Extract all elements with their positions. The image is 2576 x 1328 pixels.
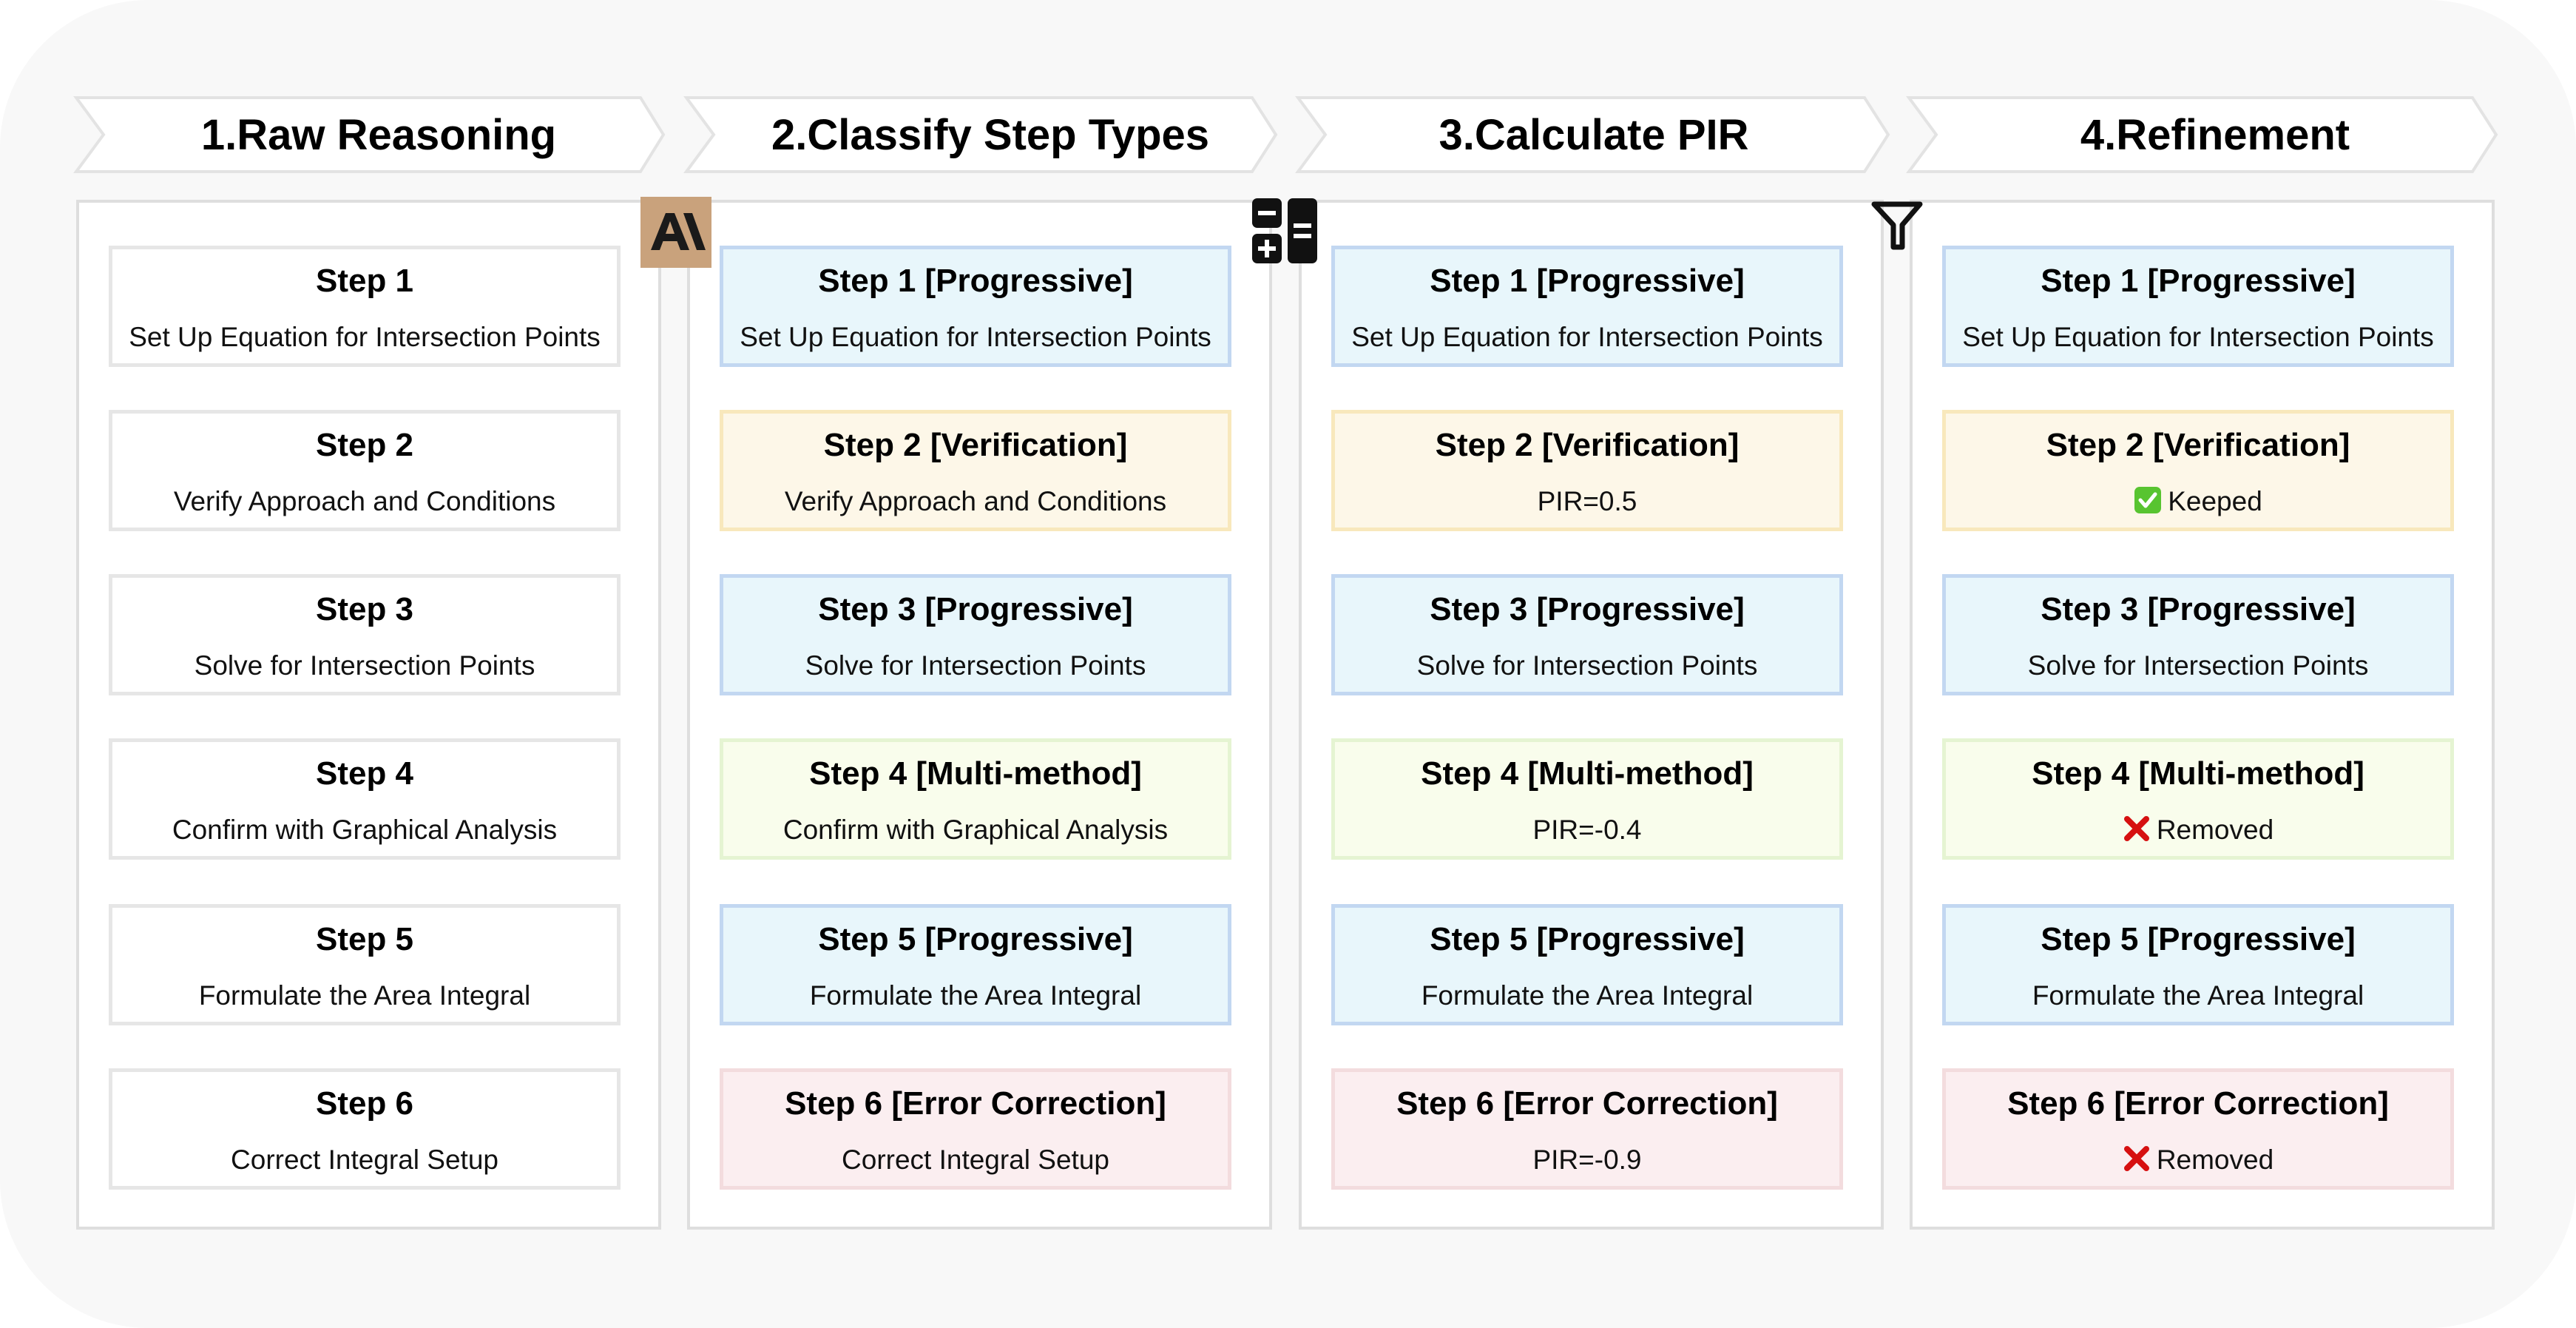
step-title: Step 3 [Progressive] [1430,591,1745,627]
step-description-text: Keeped [2168,486,2262,516]
step-title: Step 2 [315,427,414,463]
step-description [112,322,617,353]
step-description-text: Correct Integral Setup [231,1145,498,1175]
step-description [723,486,1228,517]
stage-title-1: 1.Raw Reasoning [200,111,557,159]
step-description-text: Formulate the Area Integral [809,980,1142,1011]
calculator-icon [1251,197,1319,265]
step-title: Step 1 [315,263,414,299]
step-description-text: Solve for Intersection Points [1416,650,1758,681]
step-description [1335,486,1839,517]
stage-title-4: 4.Refinement [2080,111,2350,159]
step-card [1942,904,2454,1025]
step-card [1331,738,1843,860]
step-description [112,1145,617,1176]
column-classify-step-types [687,200,1272,1230]
step-description-text: Formulate the Area Integral [2032,980,2364,1011]
step-description-text: Set Up Equation for Intersection Points [129,322,601,352]
step-description [1946,322,2450,353]
step-title: Step 3 [Progressive] [818,591,1133,627]
step-title: Step 5 [Progressive] [818,921,1133,957]
checkmark-icon [2134,486,2162,521]
step-title: Step 4 [Multi-method] [1421,755,1754,792]
step-description [1946,815,2450,849]
step-description-text: PIR=-0.9 [1532,1145,1642,1175]
step-card [720,738,1231,860]
anthropic-logo-icon [640,197,711,268]
step-description [1335,1145,1839,1176]
step-title: Step 2 [Verification] [1435,427,1740,463]
step-card [720,1068,1231,1190]
step-description-text: Removed [2156,815,2274,845]
step-card [1331,574,1843,695]
step-description-text: Solve for Intersection Points [805,650,1146,681]
step-description-text: PIR=0.5 [1537,486,1637,516]
step-title: Step 1 [Progressive] [818,263,1133,299]
column-calculate-pir [1299,200,1884,1230]
step-card [109,574,621,695]
step-description [723,322,1228,353]
cross-icon [2123,815,2151,849]
step-title: Step 5 [315,921,414,957]
step-description [1335,322,1839,353]
step-description [112,486,617,517]
step-description-text: Verify Approach and Conditions [173,486,556,516]
step-description [112,980,617,1011]
step-title: Step 2 [Verification] [2046,427,2350,463]
step-card [720,246,1231,367]
step-card [720,574,1231,695]
stage-header-2 [686,98,1276,172]
step-description-text: Formulate the Area Integral [198,980,531,1011]
step-card [109,904,621,1025]
step-description [1946,486,2450,521]
step-title: Step 1 [Progressive] [2041,263,2356,299]
step-card [1942,738,2454,860]
step-title: Step 6 [315,1085,414,1122]
stage-header-4 [1909,98,2496,172]
step-description-text: Set Up Equation for Intersection Points [1962,322,2434,352]
step-title: Step 6 [Error Correction] [1396,1085,1778,1122]
step-card [1331,246,1843,367]
step-description-text: Solve for Intersection Points [2027,650,2369,681]
step-description-text: Formulate the Area Integral [1421,980,1754,1011]
step-description-text: Confirm with Graphical Analysis [782,815,1169,845]
step-description [723,1145,1228,1176]
step-description-text: Correct Integral Setup [842,1145,1109,1175]
step-description [723,650,1228,681]
step-description [1946,650,2450,681]
step-description-text: PIR=-0.4 [1532,815,1642,845]
step-description-text: Solve for Intersection Points [194,650,535,681]
step-title: Step 6 [Error Correction] [2007,1085,2389,1122]
step-description [112,815,617,846]
step-description [1946,1145,2450,1179]
step-title: Step 4 [315,755,414,792]
stage-header-bar [0,0,2576,192]
cross-icon [2123,1145,2151,1179]
step-card [1331,410,1843,531]
step-description-text: Verify Approach and Conditions [784,486,1167,516]
stage-title-2: 2.Classify Step Types [771,111,1210,159]
step-description [1335,980,1839,1011]
step-card [1942,574,2454,695]
step-description [723,980,1228,1011]
step-card [109,738,621,860]
stage-title-3: 3.Calculate PIR [1439,111,1749,159]
step-title: Step 3 [Progressive] [2041,591,2356,627]
step-title: Step 4 [Multi-method] [2032,755,2364,792]
step-card [720,904,1231,1025]
step-description-text: Removed [2156,1145,2274,1175]
step-title: Step 3 [315,591,414,627]
column-refinement [1910,200,2495,1230]
step-card [1942,410,2454,531]
step-card [1331,1068,1843,1190]
step-description [1335,650,1839,681]
stage-header-3 [1298,98,1888,172]
step-card [109,246,621,367]
step-card [1331,904,1843,1025]
step-description-text: Set Up Equation for Intersection Points [740,322,1211,352]
step-description-text: Set Up Equation for Intersection Points [1351,322,1823,352]
step-card [1942,246,2454,367]
step-title: Step 2 [Verification] [823,427,1128,463]
step-card [720,410,1231,531]
step-title: Step 6 [Error Correction] [785,1085,1166,1122]
stage-header-1 [76,98,663,172]
step-title: Step 1 [Progressive] [1430,263,1745,299]
step-card [1942,1068,2454,1190]
filter-icon [1870,200,1926,252]
step-card [109,410,621,531]
step-title: Step 4 [Multi-method] [809,755,1142,792]
step-card [109,1068,621,1190]
step-description-text: Confirm with Graphical Analysis [172,815,558,845]
step-description [112,650,617,681]
step-description [1335,815,1839,846]
column-raw-reasoning [76,200,661,1230]
step-description [723,815,1228,846]
step-description [1946,980,2450,1011]
step-title: Step 5 [Progressive] [2041,921,2356,957]
step-title: Step 5 [Progressive] [1430,921,1745,957]
